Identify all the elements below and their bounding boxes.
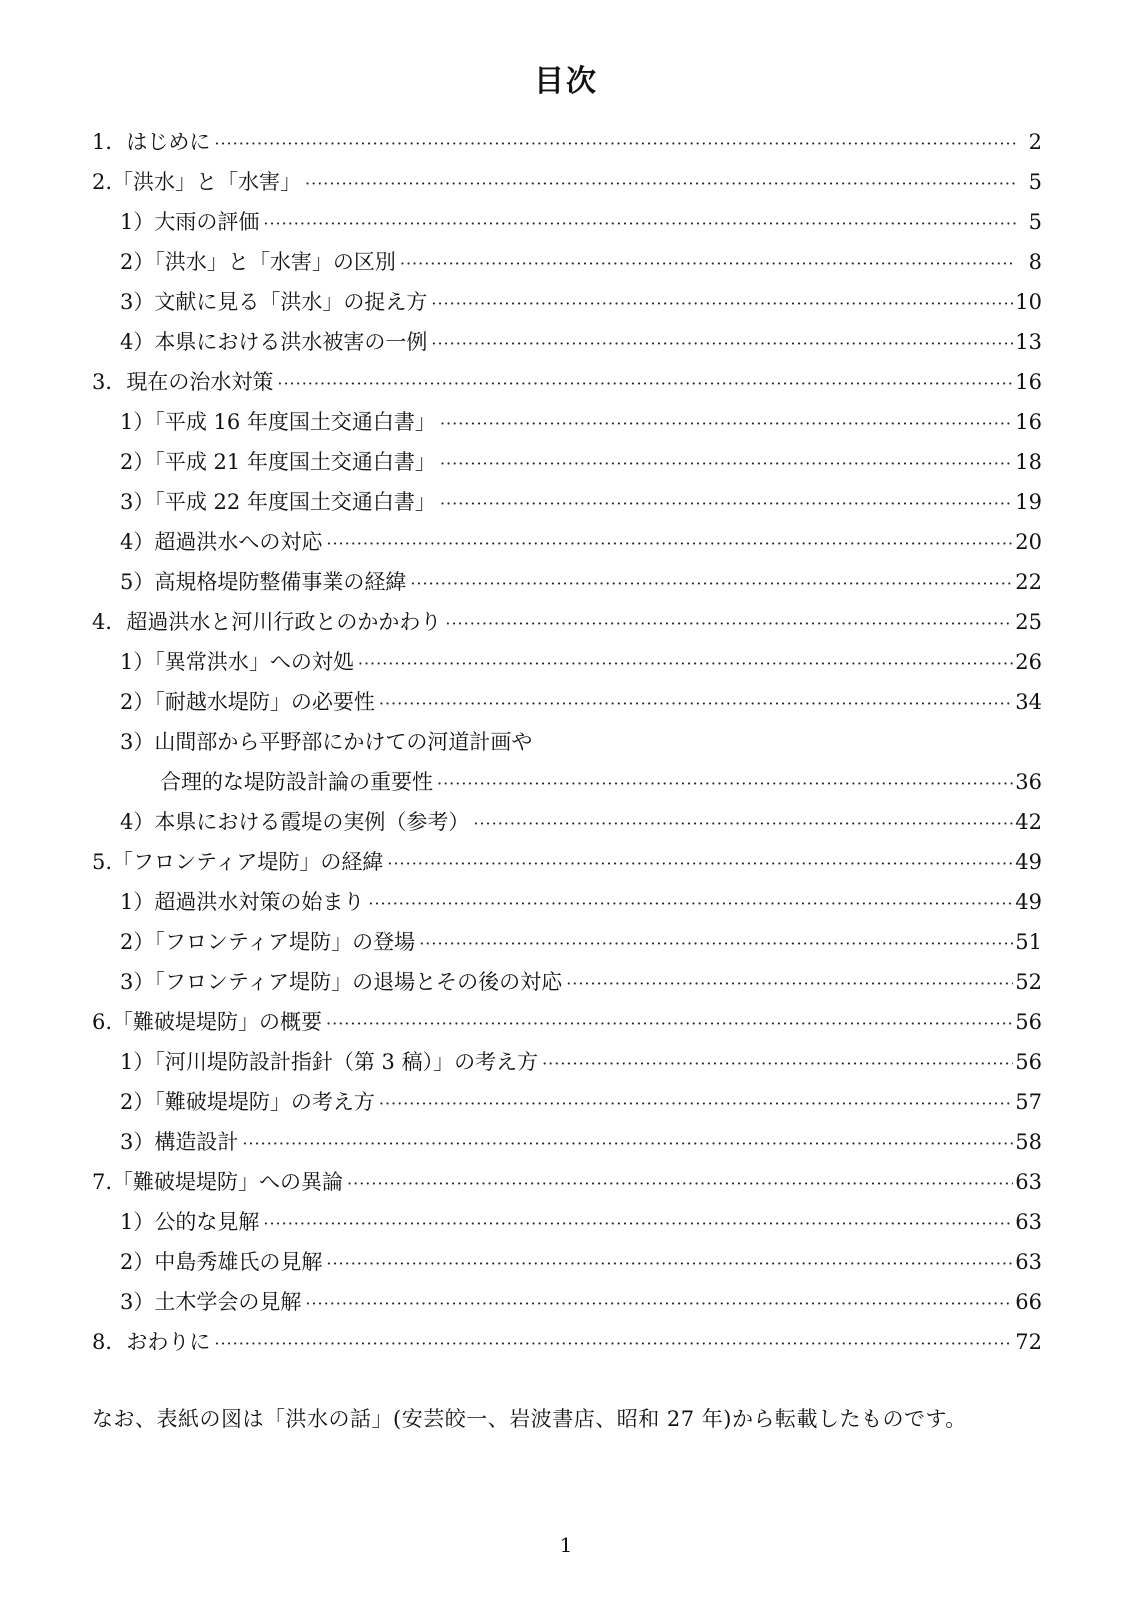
toc-label: 2）「耐越水堤防」の必要性 [120,690,375,714]
toc-leader [400,244,1016,284]
toc-page: 16 [1015,410,1042,434]
toc-leader [431,324,1013,364]
toc-leader [440,444,1013,484]
toc-page: 56 [1015,1050,1042,1074]
toc-page: 57 [1015,1090,1042,1114]
toc-leader [440,404,1013,444]
toc-leader [305,164,1016,204]
toc-label: 1．はじめに [92,130,211,154]
toc-page: 13 [1015,330,1042,354]
toc-entry [92,1242,1042,1282]
toc-label: 4）超過洪水への対応 [120,530,323,554]
toc-page: 51 [1015,930,1042,954]
toc-entry [92,242,1042,282]
toc-page: 20 [1015,530,1042,554]
toc-leader [347,1164,1013,1204]
toc-page: 22 [1015,570,1042,594]
toc-label: 3）文献に見る「洪水」の捉え方 [120,290,428,314]
toc-page: 66 [1015,1290,1042,1314]
toc-label: 1）「異常洪水」への対処 [120,650,354,674]
toc-leader [419,924,1013,964]
toc-entry [92,842,1042,882]
toc-label: 2）「洪水」と「水害」の区別 [120,250,396,274]
toc-leader [410,564,1013,604]
toc-leader [214,1324,1013,1364]
toc-entry [92,1042,1042,1082]
toc-leader [387,844,1013,884]
toc-entry [92,642,1042,682]
toc-entry [92,362,1042,402]
toc-label: 2）「平成 21 年度国土交通白書」 [120,450,436,474]
toc-entry [92,522,1042,562]
toc-entry [92,962,1042,1002]
toc-page: 58 [1015,1130,1042,1154]
cover-note: なお、表紙の図は「洪水の話」(安芸皎一、岩波書店、昭和 27 年)から転載したものです。 [92,1407,967,1431]
toc-leader [431,284,1013,324]
toc-page: 36 [1015,770,1042,794]
toc-label: 4）本県における洪水被害の一例 [120,330,428,354]
toc-label: 1）超過洪水対策の始まり [120,890,365,914]
toc-page: 63 [1015,1250,1042,1274]
toc-page: 5 [1028,170,1042,194]
toc-label: 3）「平成 22 年度国土交通白書」 [120,490,436,514]
toc-leader [437,764,1013,804]
toc-label: 7.「難破堤堤防」への異論 [92,1170,344,1194]
toc-entry [92,402,1042,442]
toc-page: 25 [1015,610,1042,634]
toc-label: 3）「フロンティア堤防」の退場とその後の対応 [120,970,563,994]
toc-entry [92,322,1042,362]
toc-label: 1）大雨の評価 [120,210,260,234]
toc-page: 49 [1015,850,1042,874]
toc-page: 16 [1015,370,1042,394]
toc-page: 10 [1015,290,1042,314]
toc-label: 6.「難破堤堤防」の概要 [92,1010,323,1034]
toc-leader [358,644,1013,684]
toc-page: 18 [1015,450,1042,474]
toc-label: 4．超過洪水と河川行政とのかかわり [92,610,442,634]
toc-page: 63 [1015,1170,1042,1194]
toc-leader [473,804,1013,844]
toc-label: 5）高規格堤防整備事業の経緯 [120,570,407,594]
toc-label: 1）「河川堤防設計指針（第 3 稿）」の考え方 [120,1050,539,1074]
toc-label: 1）公的な見解 [120,1210,260,1234]
toc-leader [214,124,1016,164]
toc-entry [92,482,1042,522]
toc-leader [305,1284,1013,1324]
toc-label: 3）山間部から平野部にかけての河道計画や [120,730,533,754]
toc-label: 2）「難破堤堤防」の考え方 [120,1090,375,1114]
toc-entry [92,1122,1042,1162]
toc-page: 2 [1028,130,1042,154]
toc-entry [92,922,1042,962]
toc-label: 3）土木学会の見解 [120,1290,302,1314]
toc-page: 63 [1015,1210,1042,1234]
toc-entry [92,602,1042,642]
toc-entry [92,1282,1042,1322]
toc-label: 2.「洪水」と「水害」 [92,170,302,194]
toc-entry [92,562,1042,602]
toc-entry [92,162,1042,202]
toc-leader [368,884,1013,924]
toc-label: 2）「フロンティア堤防」の登場 [120,930,416,954]
page-number: 1 [559,1533,573,1557]
toc-entry [92,1082,1042,1122]
toc-label: 3．現在の治水対策 [92,370,274,394]
toc-label: 1）「平成 16 年度国土交通白書」 [120,410,436,434]
toc-page: 19 [1015,490,1042,514]
toc-entry [92,442,1042,482]
toc-entry [92,722,1042,762]
toc-entry [92,1322,1042,1362]
toc-leader [277,364,1013,404]
toc-page: 52 [1015,970,1042,994]
toc-page: 72 [1015,1330,1042,1354]
toc-leader [440,484,1013,524]
toc-label: 8．おわりに [92,1330,211,1354]
toc-leader [326,1004,1013,1044]
toc-leader [566,964,1013,1004]
toc-leader [445,604,1013,644]
toc-leader [379,684,1013,724]
toc-page: 5 [1028,210,1042,234]
toc-label: 合理的な堤防設計論の重要性 [160,770,433,794]
toc-page: 26 [1015,650,1042,674]
toc-entry [92,882,1042,922]
toc-page: 49 [1015,890,1042,914]
toc-entry [92,282,1042,322]
toc-entry [92,802,1042,842]
toc-entry [92,122,1042,162]
toc-entry [92,682,1042,722]
toc-leader [326,524,1013,564]
toc-entry [92,762,1042,802]
toc-page: 42 [1015,810,1042,834]
toc-entry [92,1162,1042,1202]
toc-page: 8 [1028,250,1042,274]
toc-leader [542,1044,1013,1084]
toc-page: 34 [1015,690,1042,714]
toc-leader [242,1124,1013,1164]
toc-entry [92,1002,1042,1042]
table-of-contents [92,122,1042,1362]
toc-leader [379,1084,1013,1124]
page-title: 目次 [534,64,598,99]
toc-leader [263,204,1016,244]
toc-page: 56 [1015,1010,1042,1034]
toc-entry [92,1202,1042,1242]
toc-leader [326,1244,1013,1284]
toc-label: 2）中島秀雄氏の見解 [120,1250,323,1274]
toc-entry [92,202,1042,242]
toc-label: 3）構造設計 [120,1130,239,1154]
toc-label: 5.「フロンティア堤防」の経緯 [92,850,384,874]
toc-leader [263,1204,1013,1244]
toc-label: 4）本県における霞堤の実例（参考） [120,810,470,834]
